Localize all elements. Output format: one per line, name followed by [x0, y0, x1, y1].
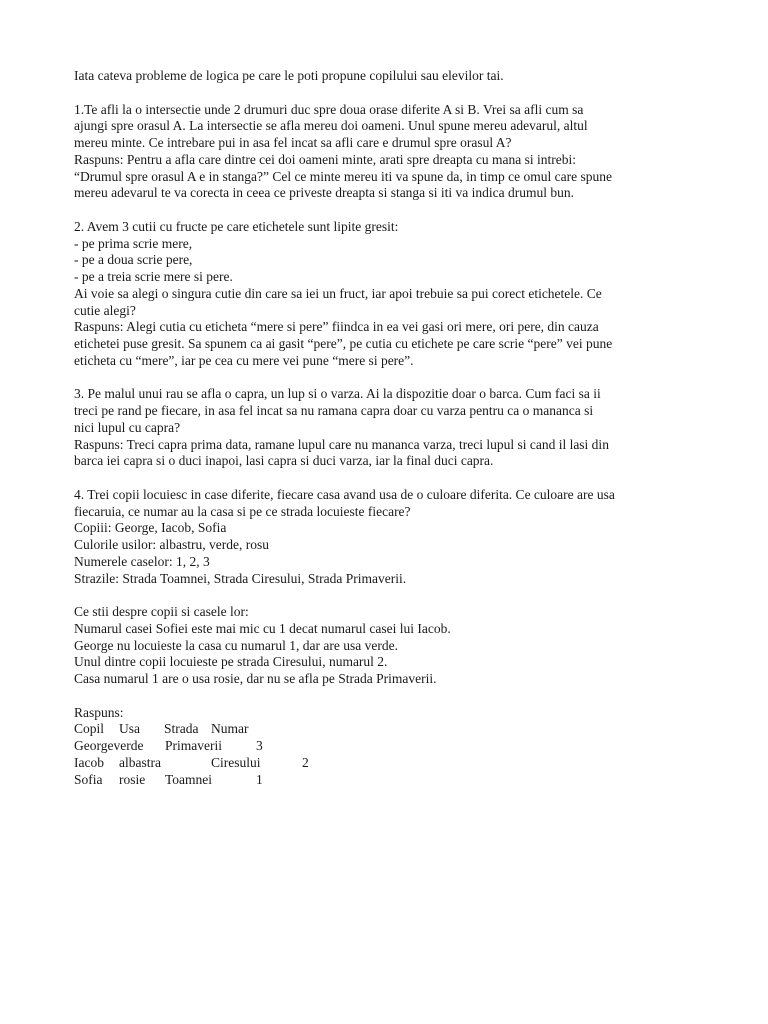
clue-line: George nu locuieste la casa cu numarul 1, dar are usa verde.	[74, 637, 398, 653]
paragraph-gap	[74, 370, 714, 387]
problem-3-line: nici lupul cu capra?	[74, 419, 181, 435]
paragraph-gap	[74, 202, 714, 219]
problem-2-line: Ai voie sa alegi o singura cutie din care sa iei un fruct, iar apoi trebuie sa pui corect etichetele. Ce	[74, 285, 602, 301]
answer-header-usa: Usa	[119, 721, 140, 737]
problem-4-line: fiecaruia, ce numar au la casa si pe ce strada locuieste fiecare?	[74, 503, 411, 519]
problem-1-line: ajungi spre orasul A. La intersectie se afla mereu doi oameni. Unul spune mereu adevarul, altul	[74, 118, 588, 134]
problem-1-answer-line: mereu adevarul te va corecta in ceea ce priveste dreapta si stanga si iti va indica drumul bun.	[74, 185, 575, 201]
problem-4-line: Strazile: Strada Toamnei, Strada Ciresului, Strada Primaverii.	[74, 570, 407, 586]
answer-row-george-strada: Primaverii	[165, 738, 222, 753]
problem-1-answer-line: “Drumul spre orasul A e in stanga?” Cel ce minte mereu iti va spune da, in timp ce omul care spune	[74, 168, 612, 184]
clue-line: Unul dintre copii locuieste pe strada Ciresului, numarul 2.	[74, 654, 388, 670]
problem-2-list-item: - pe a doua scrie pere,	[74, 252, 193, 268]
paragraph-gap	[74, 688, 714, 705]
document-body	[74, 68, 714, 788]
problem-3-answer-line: barca iei capra si o duci inapoi, lasi capra si duci varza, iar la final duci capra.	[74, 453, 494, 469]
answer-header-numar: Numar	[211, 721, 249, 737]
paragraph-gap	[74, 587, 714, 604]
problem-4-line: Numerele caselor: 1, 2, 3	[74, 553, 210, 569]
intro-text: Iata cateva probleme de logica pe care le poti propune copilului sau elevilor tai.	[74, 68, 504, 83]
answer-table	[74, 721, 714, 788]
paragraph-gap	[74, 470, 714, 487]
problem-3-answer-line: Raspuns: Treci capra prima data, ramane lupul care nu mananca varza, treci lupul si cand il lasi din	[74, 436, 609, 452]
clue-line: Ce stii despre copii si casele lor:	[74, 604, 249, 619]
problem-3-line: treci pe rand pe fiecare, in asa fel incat sa nu ramana capra doar cu varza pentru ca o mananca si	[74, 403, 594, 418]
problem-4-line: Copiii: George, Iacob, Sofia	[74, 520, 227, 536]
problem-2-answer-line: etichetei puse gresit. Sa spunem ca ai gasit “pere”, pe cutia cu etichete pe care scrie “pere” vei pune	[74, 336, 613, 351]
answer-row-sofia-copil: Sofia	[74, 771, 103, 787]
answer-row-sofia-usa: rosie	[119, 771, 146, 787]
problem-1-answer-line: Raspuns: Pentru a afla care dintre cei doi oameni minte, arati spre dreapta cu mana si intrebi:	[74, 151, 576, 167]
answer-row-sofia-strada: Toamnei	[165, 771, 213, 787]
answer-label: Raspuns:	[74, 704, 124, 720]
problem-3	[74, 386, 714, 470]
problem-2	[74, 219, 714, 370]
problem-4-line: 4. Trei copii locuiesc in case diferite, fiecare casa avand usa de o culoare diferita. Ce culoare are usa	[74, 486, 615, 502]
problem-2-list-item: - pe prima scrie mere,	[74, 235, 193, 251]
problem-4	[74, 487, 714, 588]
answer-row-sofia-numar: 1	[256, 771, 263, 787]
answer-row-iacob-strada: Ciresului	[211, 754, 261, 770]
problem-2-line: cutie alegi?	[74, 302, 136, 318]
problem-2-line: 2. Avem 3 cutii cu fructe pe care etichetele sunt lipite gresit:	[74, 218, 399, 234]
answer-row-george-copil-usa: Georgeverde	[74, 738, 144, 753]
answer-row-george-numar: 3	[256, 738, 263, 753]
problem-3-line: 3. Pe malul unui rau se afla o capra, un lup si o varza. Ai la dispozitie doar o barca. Cum faci sa ii	[74, 386, 601, 402]
problem-1-line: 1.Te afli la o intersectie unde 2 drumuri duc spre doua orase diferite A si B. Vrei sa afli cum sa	[74, 101, 584, 117]
clue-line: Casa numarul 1 are o usa rosie, dar nu se afla pe Strada Primaverii.	[74, 671, 437, 686]
answer-row-iacob-numar: 2	[302, 754, 309, 770]
problem-4-line: Culorile usilor: albastru, verde, rosu	[74, 537, 269, 552]
problem-4-clues	[74, 604, 714, 688]
answer-header-strada: Strada	[164, 721, 199, 737]
problem-2-answer-line: eticheta cu “mere”, iar pe cea cu mere vei pune “mere si pere”.	[74, 352, 414, 368]
answer-row-iacob-usa: albastra	[119, 754, 161, 770]
problem-2-answer-line: Raspuns: Alegi cutia cu eticheta “mere si pere” fiindca in ea vei gasi ori mere, ori pere, din cauza	[74, 319, 599, 335]
answer-row-iacob-copil: Iacob	[74, 754, 104, 770]
problem-1	[74, 102, 714, 203]
problem-2-list-item: - pe a treia scrie mere si pere.	[74, 269, 233, 284]
clue-line: Numarul casei Sofiei este mai mic cu 1 decat numarul casei lui Iacob.	[74, 620, 451, 636]
problem-1-line: mereu minte. Ce intrebare pui in asa fel incat sa afli care e drumul spre orasul A?	[74, 135, 512, 150]
answer-header-copil: Copil	[74, 721, 105, 737]
paragraph-gap	[74, 85, 714, 102]
